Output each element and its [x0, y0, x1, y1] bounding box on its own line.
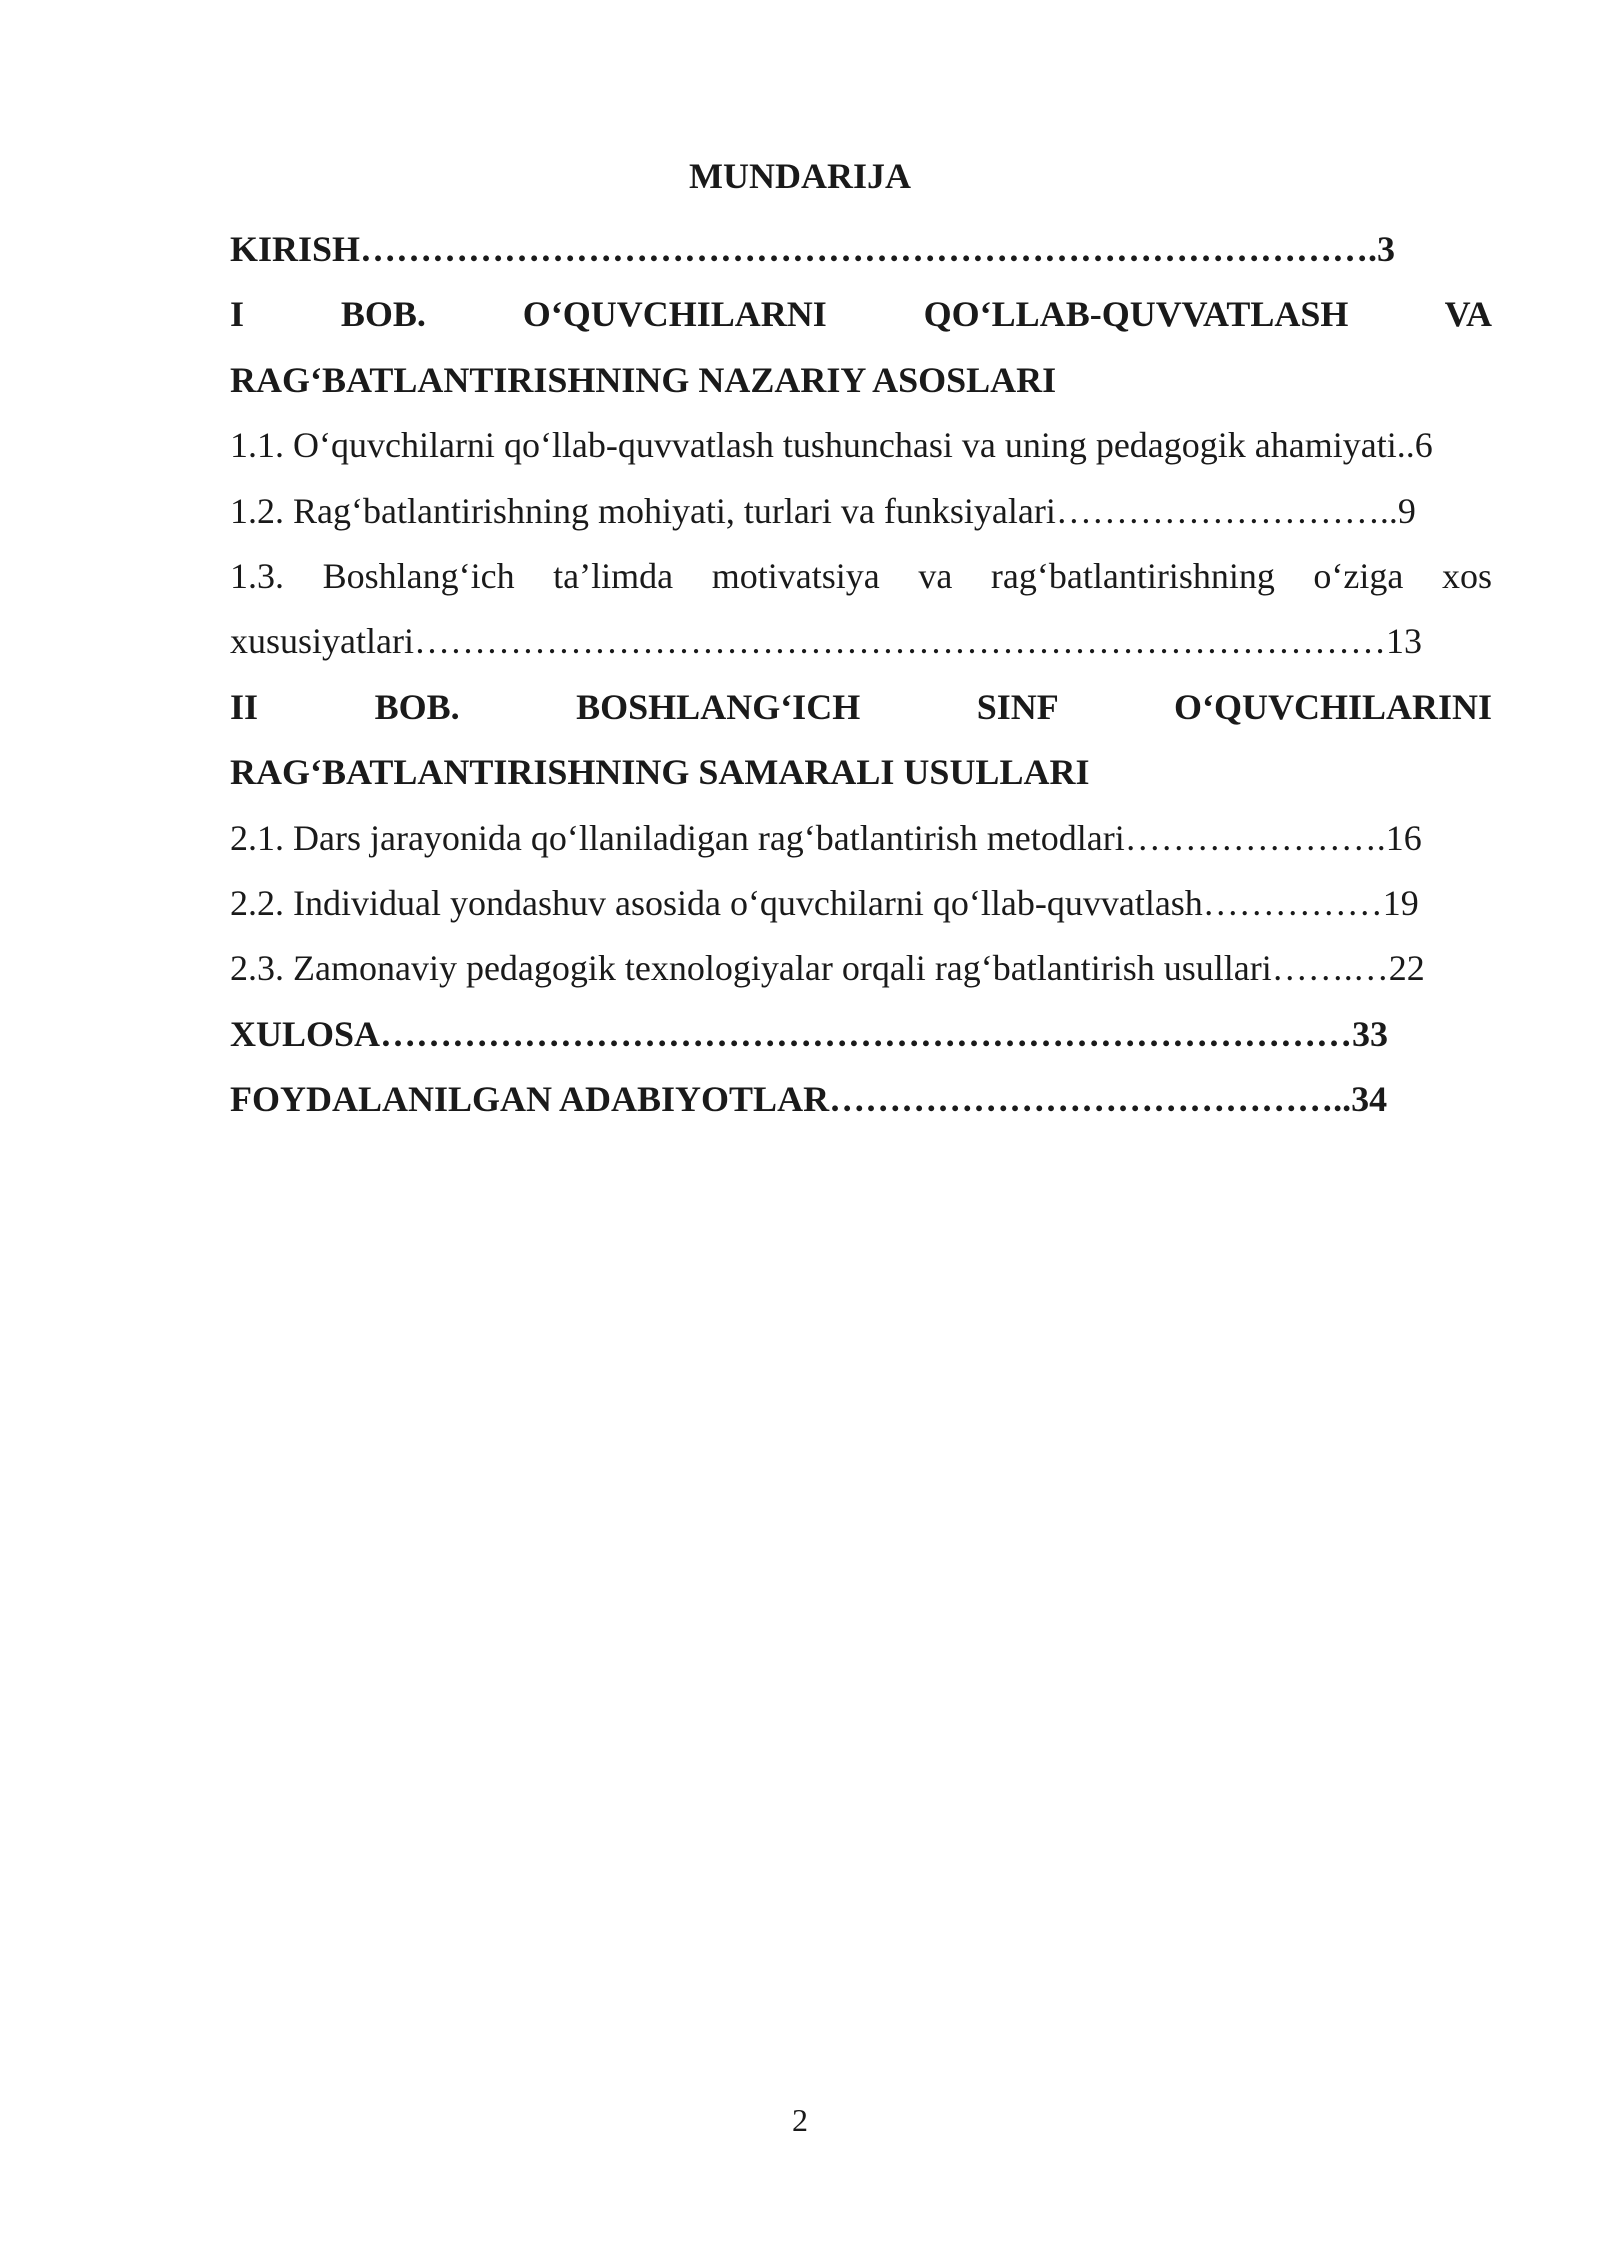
toc-title: MUNDARIJA	[689, 156, 911, 196]
toc-entry-kirish: KIRISH………………………………………………………………………….3	[230, 229, 1396, 269]
toc-entry-2-2: 2.2. Individual yondashuv asosida o‘quvchilarni qo‘llab-quvvatlash……………19	[230, 882, 1419, 923]
table-of-contents	[230, 217, 1492, 1132]
toc-chapter-2-heading-line2: RAG‘BATLANTIRISHNING SAMARALI USULLARI	[230, 752, 1090, 793]
toc-entry-1-2: 1.2. Rag‘batlantirishning mohiyati, turlari va funksiyalari………………………..9	[230, 490, 1416, 531]
toc-entry-1-3-line1: 1.3. Boshlang‘ich ta’limda motivatsiya va rag‘batlantirishning o‘ziga xos	[230, 555, 1492, 596]
toc-entry-xulosa: XULOSA………………………………………………………………………33	[230, 1013, 1389, 1054]
toc-chapter-2-heading-line1: II BOB. BOSHLANG‘ICH SINF O‘QUVCHILARINI	[230, 686, 1492, 727]
page-number: 2	[792, 2102, 808, 2138]
toc-entry-1-1: 1.1. O‘quvchilarni qo‘llab-quvvatlash tushunchasi va uning pedagogik ahamiyati..6	[230, 425, 1433, 466]
toc-entry-references: FOYDALANILGAN ADABIYOTLAR……………………………………..34	[230, 1079, 1388, 1120]
toc-entry-1-3-line2: xususiyatlari………………………………………………………………………13	[230, 621, 1422, 662]
toc-entry-2-1: 2.1. Dars jarayonida qo‘llaniladigan rag‘batlantirish metodlari………………….16	[230, 817, 1422, 858]
toc-chapter-1-heading-line1: I BOB. O‘QUVCHILARNI QO‘LLAB-QUVVATLASH VA	[230, 294, 1492, 335]
toc-entry-2-3: 2.3. Zamonaviy pedagogik texnologiyalar orqali rag‘batlantirish usullari…….…22	[230, 948, 1425, 989]
toc-chapter-1-heading-line2: RAG‘BATLANTIRISHNING NAZARIY ASOSLARI	[230, 359, 1057, 400]
